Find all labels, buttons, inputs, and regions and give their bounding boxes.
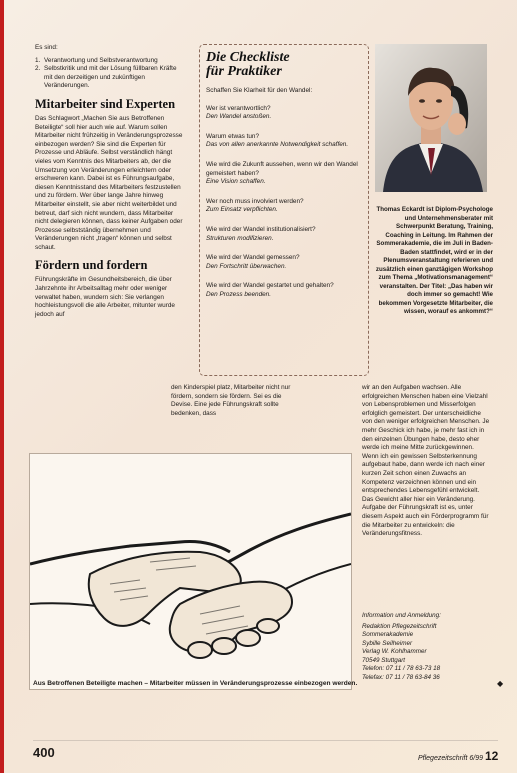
section-heading-foerdern: Fördern und fordern: [35, 258, 148, 273]
left-column: [35, 44, 185, 323]
portrait-image: [375, 44, 487, 192]
right-column: [362, 384, 492, 543]
middle-column: [171, 384, 291, 422]
address: Redaktion Pflegezeitschrift Sommerakademie Sybille Seilheimer Verlag W. Kohlhammer 70549 Stuttgart Telefon: 07 11 / 78 63-73 18 Telefax: 07 11 / 78 63-84 36: [362, 622, 441, 681]
checklist-item: Wie wird die Zukunft aussehen, wenn wir den Wandel gemeistert haben? Eine Vision schaffen.: [206, 160, 358, 186]
end-mark-icon: ◆: [497, 679, 504, 688]
checklist-box: [199, 44, 369, 376]
paragraph-experten: Das Schlagwort „Machen Sie aus Betroffenen Beteiligte“ soll hier auch wie auf. Warum sollen Mitarbeiter nicht frühzeitig in Veränderungsprozesse einbezogen werden? Sie sind die Experten für Prozesse und Abläufe. Selbst verständlich hängt vieles vom Kenntnis des Mitarbeiters ab, der die Umsetzung von Veränderungen erleichtern oder erschweren kann. Dabei ist es Führungsaufgabe, diesen Kenntnisstand des Mitarbeiters festzustellen und zu fördern. Wer über lange Jahre hinweg Mitarbeiter einstellt, sie aber nicht weiterbildet und betreut, darf sich nicht wundern, dass Mitarbeiter nicht delegieren können, dass keiner Aufgaben oder Prozesse selbstständig übernehmen und Veränderungen nicht „tragen“ können und selbst schaut.: [35, 114, 183, 251]
list-intro: Es sind:: [35, 44, 58, 51]
portrait-caption: Thomas Eckardt ist Diplom-Psychologe und Unternehmensberater mit Schwerpunkt Beratung, Training, Coaching in Leitung. Im Rahmen der Sommerakademie, die im Juli in Baden-Baden stattfindet, wird er in der Plenumsveranstaltung referieren und zusätzlich einen ganztägigen Workshop zum Thema „Motivationsmanagement“ veranstalten. Der Titel: „Das haben wir doch immer so gemacht! Wie bekommen Vorgesetzte Mitarbeiter, die wissen, worauf es ankommt?“: [375, 206, 493, 315]
handshake-illustration: [29, 453, 352, 690]
page-number: 400: [33, 745, 55, 760]
checklist-intro: Schaffen Sie Klarheit für den Wandel:: [206, 87, 313, 94]
info-label: Information und Anmeldung:: [362, 612, 441, 619]
section-heading-experten: Mitarbeiter sind Experten: [35, 96, 176, 111]
numbered-list: [35, 57, 185, 91]
list-item: 1. Verantwortung und Selbstverantwortung: [35, 56, 158, 64]
footer-rule: [33, 740, 498, 741]
illustration-caption: Aus Betroffenen Beteiligte machen – Mitarbeiter müssen in Veränderungsprozesse einbezogen werden.: [33, 680, 358, 687]
list-item: 2. Selbstkritik und mit der Lösung füllbaren Kräfte mit den derzeitigen und zukünftigen Veränderungen.: [35, 65, 177, 90]
red-margin-stripe: [0, 0, 4, 773]
checklist-item: Warum etwas tun? Das von allen anerkannte Notwendigkeit schaffen.: [206, 132, 349, 149]
journal-folio: Pflegezeitschrift 6/99 12: [418, 749, 499, 763]
info-block: [362, 612, 496, 682]
checklist-item: Wer noch muss involviert werden? Zum Einsatz verpflichten.: [206, 197, 304, 214]
checklist-item: Wie wird der Wandel gestartet und gehalten? Den Prozess beenden.: [206, 282, 334, 298]
checklist-title: Die Checkliste für Praktiker: [206, 50, 290, 79]
checklist-item: Wie wird der Wandel institutionalisiert? Strukturen modifizieren.: [206, 225, 316, 242]
portrait-photo: [375, 44, 487, 192]
handshake-icon: [30, 454, 351, 689]
checklist-item: Wer ist verantwortlich? Den Wandel anstoßen.: [206, 104, 272, 121]
paragraph-middle: den Kinderspiel platz, Mitarbeiter nicht nur fördern, sondern sie fördern. Sei es die Devise. Eine jede Führungskraft sollte bedenken, dass: [171, 384, 291, 417]
paragraph-foerdern: Führungskräfte im Gesundheitsbereich, die über Jahrzehnte ihr Arbeitsalltag mehr oder weniger verwaltet haben, wundern sich: Sie verlangen hochleistungsvoll die alle Arbeiter, mitunter wurde jedoch auf: [35, 276, 175, 318]
paragraph-right: wir an den Aufgaben wachsen. Alle erfolgreichen Menschen haben eine Vielzahl von Lebensproblemen und Misserfolgen erfolglich gemeistert. Der unterscheidliche von den weniger erfolgreichen Menschen. Je mehr Geschick ich habe, je mehr fast ich in den einzelnen Übungen habe, desto eher werde ich meine Mitte zurückgewinnen. Wenn ich ein gewissen Selbsterkennung aufgebaut habe, dann werde ich nach einer kurzen Zeit schon einen Zuwachs an Kompetenz verzeichnen können und ein entsprechendes Lebensgefühl entwickelt. Das Gewicht aller hier ein Veränderung. Aufgabe der Führungskraft ist es, unter diesem Aspekt auch ein Förderprogramm für die Mitarbeiter zu entwickeln: die Veränderungsfitness.: [362, 384, 490, 538]
checklist-item: Wie wird der Wandel gemessen? Den Fortschritt überwachen.: [206, 254, 300, 270]
